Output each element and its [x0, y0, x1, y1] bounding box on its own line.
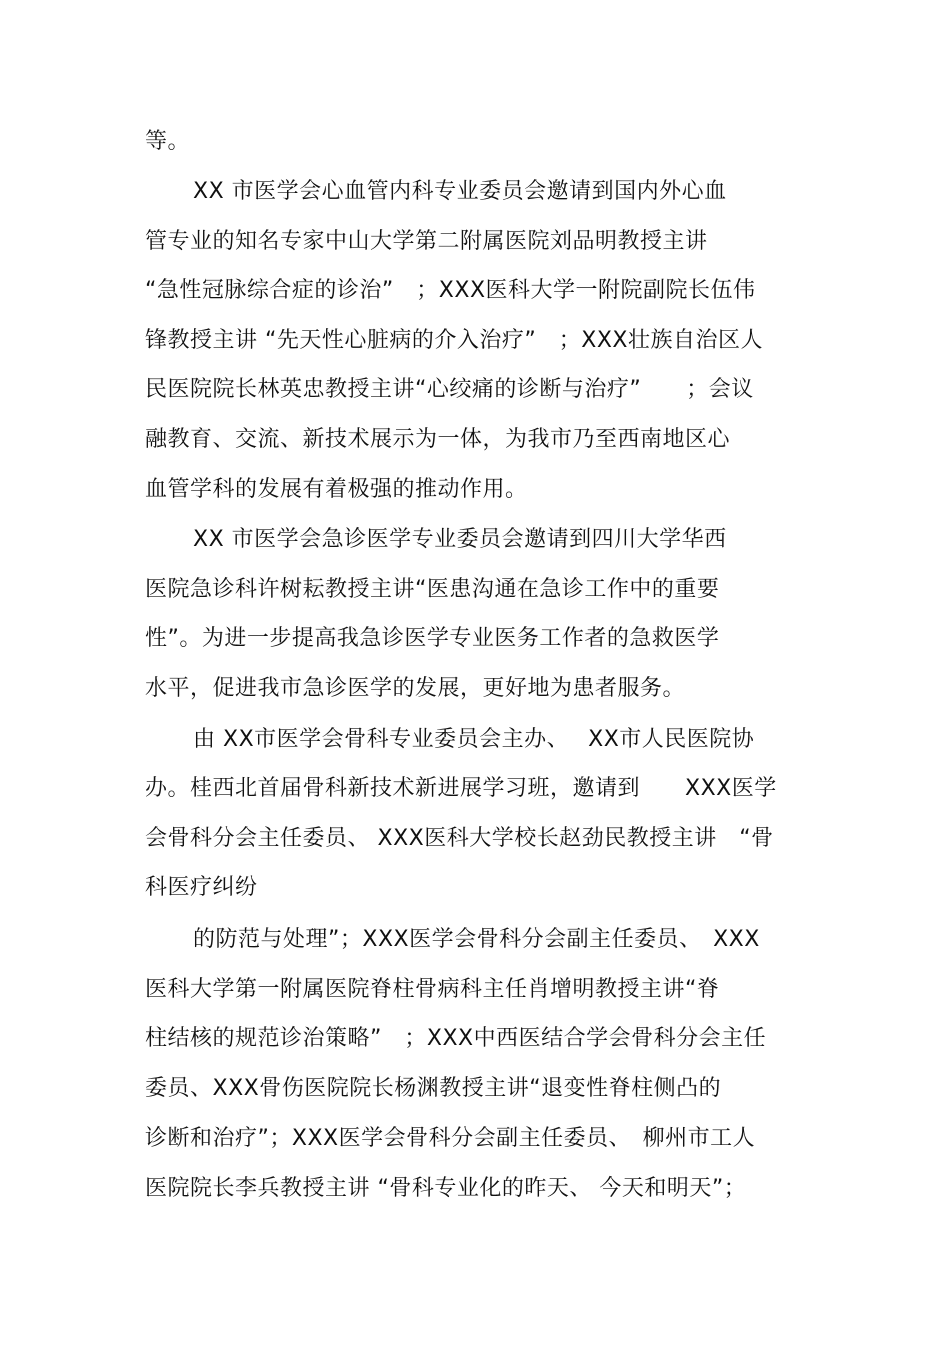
paragraph-start-line: XX 市医学会心血管内科专业委员会邀请到国内外心血	[193, 179, 727, 204]
text-line: 诊断和治疗”；XXX医学会骨科分会副主任委员、 柳州市工人	[145, 1126, 756, 1151]
paragraph-start-line: XX 市医学会急诊医学专业委员会邀请到四川大学华西	[193, 527, 727, 552]
text-line: 科医疗纠纷	[145, 875, 258, 900]
text-line: 水平，促进我市急诊医学的发展，更好地为患者服务。	[145, 676, 686, 701]
text-line: “急性冠脉综合症的诊治” ；XXX医科大学一附院副院长伍伟	[145, 278, 756, 303]
text-line: 医院院长李兵教授主讲 “骨科专业化的昨天、 今天和明天”；	[145, 1176, 747, 1201]
text-line: 柱结核的规范诊治策略” ；XXX中西医结合学会骨科分会主任	[145, 1026, 767, 1051]
text-line: 血管学科的发展有着极强的推动作用。	[145, 477, 528, 502]
text-line: 民医院院长林英忠教授主讲“心绞痛的诊断与治疗” ；会议	[145, 377, 754, 402]
paragraph-start-line: 由 XX市医学会骨科专业委员会主办、 XX市人民医院协	[193, 727, 755, 752]
text-line: 等。	[145, 129, 191, 154]
text-line: 办。桂西北首届骨科新技术新进展学习班，邀请到 XXX医学	[145, 776, 777, 801]
text-line: 管专业的知名专家中山大学第二附属医院刘品明教授主讲	[145, 229, 708, 254]
text-line: 锋教授主讲 “先天性心脏病的介入治疗” ；XXX壮族自治区人	[145, 328, 764, 353]
text-line: 委员、XXX骨伤医院院长杨渊教授主讲“退变性脊柱侧凸的	[145, 1076, 722, 1101]
text-line: 会骨科分会主任委员、 XXX医科大学校长赵劲民教授主讲 “骨	[145, 826, 774, 851]
text-line: 性”。为进一步提高我急诊医学专业医务工作者的急救医学	[145, 626, 720, 651]
paragraph-start-line: 的防范与处理”；XXX医学会骨科分会副主任委员、 XXX	[193, 927, 760, 952]
text-line: 医科大学第一附属医院脊柱骨病科主任肖增明教授主讲“脊	[145, 977, 720, 1002]
text-line: 医院急诊科许树耘教授主讲“医患沟通在急诊工作中的重要	[145, 577, 720, 602]
text-line: 融教育、交流、新技术展示为一体，为我市乃至西南地区心	[145, 427, 731, 452]
